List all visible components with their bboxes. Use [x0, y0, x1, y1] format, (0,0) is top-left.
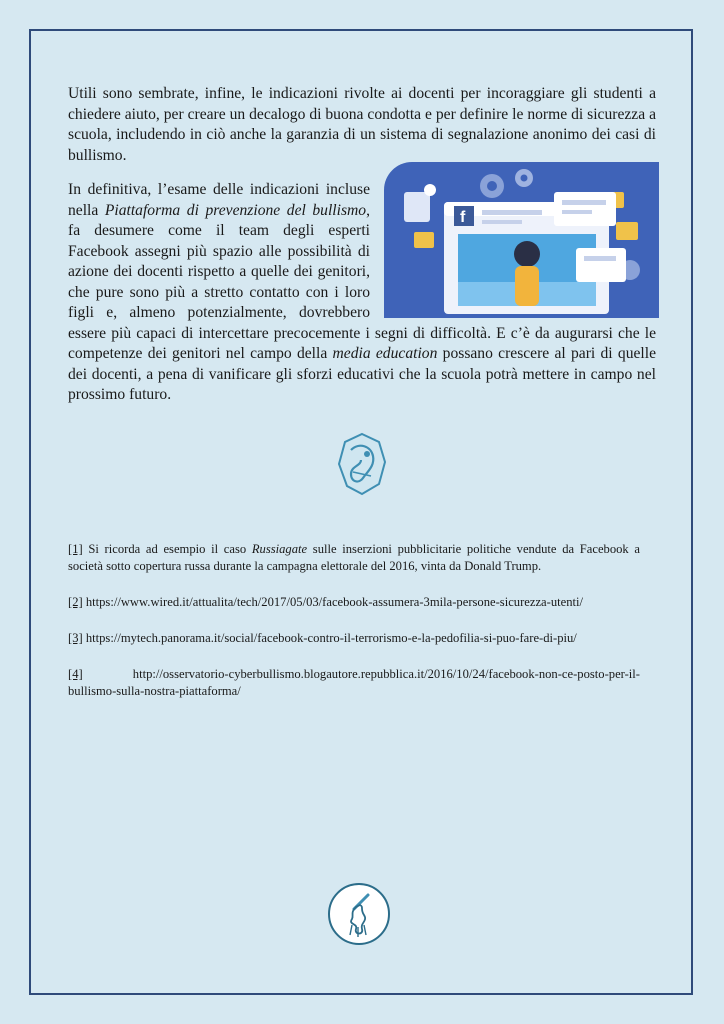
paragraph-1: Utili sono sembrate, infine, le indicazioni rivolte ai docenti per incoraggiare gli studenti a chiedere aiuto, per creare un decalogo di buona condotta e per definire le norme di sicurezza a scuola, includendo in ciò anche la garanzia di un sistema di segnalazione anonimo dei casi di bullismo. [68, 85, 656, 164]
paragraph-2-middle: , fa desumere come il team degli esperti Facebook assegni più spazio alle possibilità di azione dei docenti rispetto a quelle dei genitori, che pure sono più a stretto contatto con i loro figli e, almeno potenzialmente, dovrebbero essere più capaci di intercettare precocemente i segni di difficoltà. E c’è da augurarsi che le competenze dei genitori nel campo della [68, 201, 656, 362]
decorative-emblem-icon [337, 432, 387, 496]
footnote-ref-4[interactable]: [4] [68, 667, 83, 681]
footnote-ref-1[interactable]: [1] [68, 542, 83, 556]
paragraph-2-start: In definitiva, l’esame delle indicazioni incluse nella [68, 181, 370, 219]
media-education-term: media education [332, 345, 438, 362]
footnote-4: [4] http://osservatorio-cyberbullismo.blogautore.repubblica.it/2016/10/24/facebook-non-ce-posto-per-il-bullismo-sulla-nostra-piattaforma/ [68, 667, 640, 698]
facebook-logo-icon: f [460, 209, 466, 226]
paragraph-2-end: possano crescere al pari di quelle dei docenti, a pena di vanificare gli sforzi educativi che la scuola potrà mettere in campo nel prossimo futuro. [68, 345, 656, 403]
footnotes [68, 541, 640, 719]
platform-title: Piattaforma di prevenzione del bullismo [104, 201, 367, 219]
facebook-illustration-icon [384, 162, 659, 318]
footnote-1: [1] Si ricorda ad esempio il caso Russiagate sulle inserzioni pubblicitarie politiche vendute da Facebook a società sotto copertura russa durante la campagna elettorale del 2016, vinta da Donald Trump. [68, 542, 640, 573]
footnote-ref-2[interactable]: [2] [68, 595, 83, 609]
footnote-ref-3[interactable]: [3] [68, 631, 83, 645]
footnote-2: [2] https://www.wired.it/attualita/tech/2017/05/03/facebook-assumera-3mila-persone-sicurezza-utenti/ [68, 595, 584, 609]
article-body [68, 84, 656, 406]
footnote-3: [3] https://mytech.panorama.it/social/facebook-contro-il-terrorismo-e-la-pedofilia-si-puo-fare-di-piu/ [68, 631, 577, 645]
footer-logo-icon [328, 883, 390, 945]
